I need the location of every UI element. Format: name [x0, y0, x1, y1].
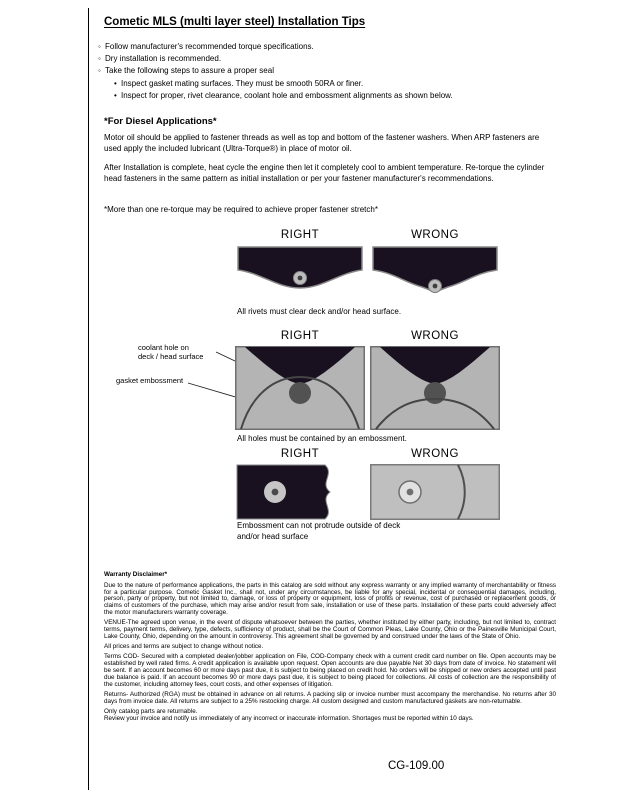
- warranty-disclaimer: [104, 572, 556, 727]
- embossment-protrusion-wrong-image: [370, 464, 500, 520]
- row1-wrong-label: WRONG: [411, 229, 459, 241]
- row2-caption: All holes must be contained by an embossment.: [237, 434, 407, 443]
- tip-bullet: ◦ Dry installation is recommended.: [98, 54, 221, 63]
- row3-right-label: RIGHT: [280, 448, 320, 460]
- coolant-hole-callout: [138, 343, 203, 361]
- coolant-hole-callout-line1: coolant hole on: [138, 343, 189, 352]
- embossment-containment-right-image: [235, 346, 365, 430]
- retorque-note: *More than one re-torque may be required to achieve proper fastener stretch*: [104, 205, 378, 214]
- page-title: Cometic MLS (multi layer steel) Installation Tips: [104, 16, 366, 28]
- rivet-clearance-wrong-image: [370, 246, 500, 303]
- rivet-clearance-right-image: [235, 246, 365, 303]
- diesel-applications-heading: *For Diesel Applications*: [104, 116, 217, 127]
- catalog-page-code: CG-109.00: [388, 760, 445, 772]
- disclaimer-paragraph: All prices and terms are subject to change without notice.: [104, 643, 264, 651]
- disclaimer-paragraph: Review your invoice and notify us immediately of any incorrect or inaccurate information. Shortages must be reported within 10 days.: [104, 715, 474, 723]
- row3-caption-line2: and/or head surface: [237, 531, 309, 541]
- disclaimer-paragraph: VENUE-The agreed upon venue, in the event of dispute whatsoever between the parties, whether instituted by either party, including, but not limited to, contract terms, payment terms, delivery, type, defects, sufficiency of product, shall be the Court of Common Pleas, Lake County, Ohio or the Painesville Municipal Court, Lake County, Ohio, depending on the amount in controversy. This agreement shall be governed by and construed under the laws of the State of Ohio.: [104, 619, 556, 640]
- row3-caption-line1: Embossment can not protrude outside of deck: [237, 521, 401, 530]
- embossment-containment-wrong-image: [370, 346, 500, 430]
- tip-sub-bullet: • Inspect gasket mating surfaces. They must be smooth 50RA or finer.: [114, 79, 363, 88]
- tip-sub-bullet: • Inspect for proper, rivet clearance, coolant hole and embossment alignments as shown below.: [114, 91, 453, 100]
- row2-right-label: RIGHT: [280, 330, 320, 342]
- tip-bullet: ◦ Take the following steps to assure a proper seal: [98, 66, 274, 75]
- left-margin-rule: [88, 8, 89, 790]
- warranty-disclaimer-heading: Warranty Disclaimer*: [104, 571, 168, 578]
- row2-wrong-label: WRONG: [411, 330, 459, 342]
- disclaimer-paragraph: Due to the nature of performance applications, the parts in this catalog are sold without any express warranty or any implied warranty of merchantability or fitness for a particular purpose. Cometic Gasket Inc., shall not, under any circumstances, be liable for any special, incidental or consequential damages, including, person, party or property, but not limited to, damage, or loss of property or equipment, loss of profits or revenue, cost of purchased or replacement goods, or claims of customers of the purchase, which may arise and/or result from sale, installation or use of these parts. Installation of these parts could adversely affect the motor manufacturers warranty coverage.: [104, 581, 556, 616]
- row1-right-label: RIGHT: [280, 229, 320, 241]
- disclaimer-paragraph: Returns- Authorized (RGA) must be obtained in advance on all returns. A packing slip or invoice number must accompany the merchandise. No returns after 30 days from invoice date. All returns are subject to a 25% restocking charge. All custom designed and custom manufactured gaskets are non-returnable.: [104, 690, 556, 705]
- diesel-paragraph-1: Motor oil should be applied to fastener threads as well as top and bottom of the fastener washers. When ARP fasteners are used apply the included lubricant (Ultra-Torque®) in place of motor oil.: [104, 133, 540, 153]
- embossment-protrusion-right-image: [235, 464, 365, 520]
- diesel-paragraph-2: After Installation is complete, heat cycle the engine then let it completely cool to ambient temperature. Re-torque the cylinder head fasteners in the same pattern as initial installation or per your fastener manufacturer's recommendations.: [104, 163, 545, 183]
- tip-bullet: ◦ Follow manufacturer's recommended torque specifications.: [98, 42, 314, 51]
- row1-caption: All rivets must clear deck and/or head surface.: [237, 307, 402, 316]
- disclaimer-paragraph: Terms COD- Secured with a completed dealer/jobber application on File, COD-Company check with a current credit card number on file. Open accounts may be established by well rated firms. A credit application is available upon request. Open accounts are due payable Net 30 days from date of invoice. No statement will be sent. If an account becomes 60 or more days past due, it is subject to being placed on credit hold. No orders will be shipped or new orders accepted until past due balance is paid. If an account becomes 90 or more days past due, it is subject to being placed for collections. All costs of collection are the responsibility of the customer, including attorney fees, court costs, and other expenses of litigation.: [104, 653, 556, 688]
- row3-caption: [237, 521, 400, 542]
- coolant-hole-callout-line2: deck / head surface: [138, 352, 204, 361]
- disclaimer-paragraph: Only catalog parts are returnable.: [104, 708, 198, 716]
- gasket-embossment-callout: gasket embossment: [116, 376, 184, 385]
- row3-wrong-label: WRONG: [411, 448, 459, 460]
